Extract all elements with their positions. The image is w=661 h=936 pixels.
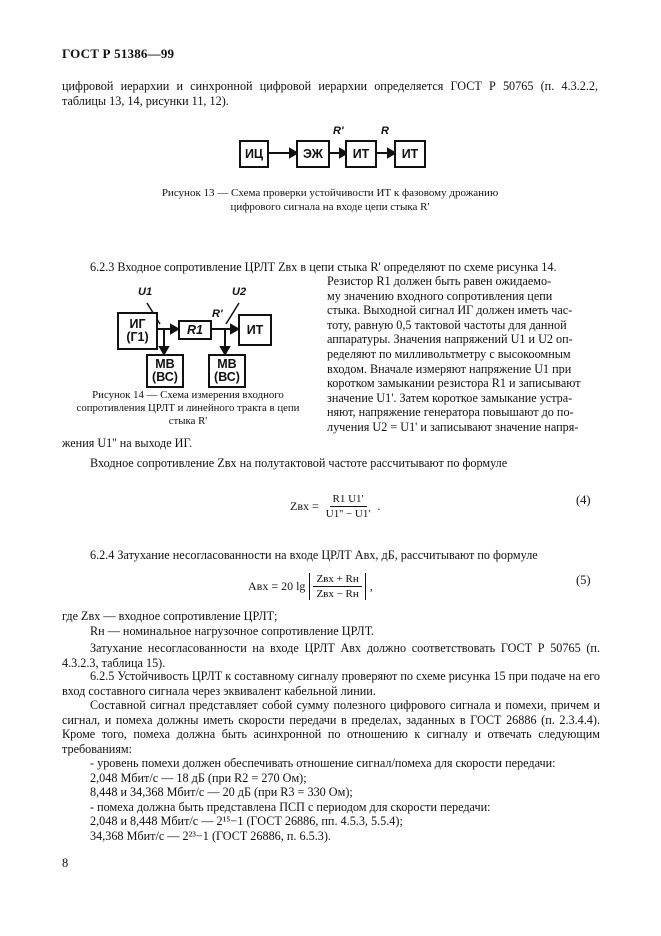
figure-14-caption: Рисунок 14 — Схема измерения входного сопротивления ЦРЛТ и линейного тракта в цепи стыка R' <box>76 389 300 427</box>
fig13-block-it1: ИТ <box>345 140 377 168</box>
eq5-denominator: Zвх − Rн <box>316 587 359 600</box>
section-6-2-3-intro: 6.2.3 Входное сопротивление ЦРЛТ Zвх в цепи стыка R' определяют по схеме рисунка 14. <box>90 260 557 274</box>
figure-13-caption-line1: Рисунок 13 — Схема проверки устойчивости ИТ к фазовому дрожанию <box>161 187 499 199</box>
fig13-label-r-prime: R' <box>333 125 344 137</box>
right-column-line: няют, напряжение генератора повышают до по- <box>327 405 574 420</box>
eq5-fraction <box>313 573 361 600</box>
eq4-numerator: R1 U1' <box>330 493 367 507</box>
right-column-line: входом. Вначале измеряют напряжение U1 при <box>327 361 572 376</box>
list-item: - помеха должна быть представлена ПСП с периодом для скорости передачи: <box>90 799 491 814</box>
fig14-block-it: ИТ <box>238 314 272 346</box>
attenuation-paragraph: Затухание несогласованности на входе ЦРЛТ Aвх должно соответствовать ГОСТ Р 50765 (п. 4.3.2.3, таблица 15). <box>62 641 600 670</box>
fig14-label-u1: U1 <box>138 286 153 298</box>
where-zin: где Zвх — входное сопротивление ЦРЛТ; <box>62 609 278 623</box>
eq4-fraction <box>323 493 374 520</box>
list-item: 8,448 и 34,368 Мбит/с — 20 дБ (при R3 = 330 Ом); <box>90 785 353 800</box>
list-item: 2,048 и 8,448 Мбит/с — 2¹⁵−1 (ГОСТ 26886, пп. 4.5.3, 5.5.4); <box>90 814 403 829</box>
right-column-line: аппаратуры. Значения напряжений U1 и U2 оп- <box>327 332 573 347</box>
eq4-lhs: Zвх = <box>290 498 319 513</box>
fig14-label-u2: U2 <box>232 286 247 298</box>
intro-paragraph: цифровой иерархии и синхронной цифровой иерархии определяется ГОСТ Р 50765 (п. 4.3.2.2, таблицы 13, 14, рисунки 11, 12). <box>62 79 598 108</box>
fig14-block-mv1: МВ (ВС) <box>146 354 184 388</box>
equation-4-number: (4) <box>576 493 591 507</box>
eq5-tail: , <box>369 578 373 593</box>
list-item: 34,368 Мбит/с — 2²³−1 (ГОСТ 26886, п. 6.5.3). <box>90 828 331 843</box>
right-column-line: значение U1'. Затем короткое замыкание устра- <box>327 390 573 405</box>
right-column-line: стыка. Выходной сигнал ИГ должен иметь час- <box>327 303 573 318</box>
equation-5-number: (5) <box>576 573 591 587</box>
right-column-line: коротком замыкании резистора R1 и записывают <box>327 376 581 391</box>
fig14-label-r-prime: R' <box>212 308 223 320</box>
fig14-block-generator: ИГ (Г1) <box>117 312 158 350</box>
figure-13-caption-line2: цифрового сигнала на входе цепи стыка R' <box>230 201 430 213</box>
requirements-list <box>90 756 600 844</box>
fig13-block-ezh: ЭЖ <box>296 140 330 168</box>
equation-4 <box>290 486 380 526</box>
right-column-line: му значению входного сопротивления цепи <box>327 288 553 303</box>
eq5-abs-bars <box>309 573 365 600</box>
fig13-label-r: R <box>381 125 389 137</box>
document-header: ГОСТ Р 51386—99 <box>62 46 175 61</box>
section-6-2-4: 6.2.4 Затухание несогласованности на входе ЦРЛТ Aвх, дБ, рассчитывают по формуле <box>90 548 538 562</box>
page-number: 8 <box>62 856 69 870</box>
zin-intro: Входное сопротивление Zвх на полутактовой частоте рассчитывают по формуле <box>90 456 508 470</box>
right-column-line: Резистор R1 должен быть равен ожидаемо- <box>327 274 552 288</box>
fig13-block-it2: ИТ <box>394 140 426 168</box>
equation-5 <box>248 566 373 606</box>
right-column-line: лучения U2 = U1' и записывают значение напря- <box>327 419 579 434</box>
eq4-tail: . <box>377 498 381 513</box>
section-6-2-5: 6.2.5 Устойчивость ЦРЛТ к составному сигналу проверяют по схеме рисунка 15 при подаче на его вход составного сигнала через эквивалент кабельной линии. <box>62 669 600 698</box>
fig14-resistor-r1: R1 <box>178 320 212 340</box>
eq5-lhs: Aвх = 20 lg <box>248 578 306 593</box>
right-column-line: ределяют по милливольтметру с высокоомным <box>327 346 571 361</box>
list-item: - уровень помехи должен обеспечивать отношение сигнал/помеха для скорости передачи: <box>90 756 556 770</box>
fig14-block-mv2: МВ (ВС) <box>208 354 246 388</box>
right-column-text <box>327 274 600 435</box>
continuation-line: жения U1'' на выходе ИГ. <box>62 436 193 450</box>
eq4-denominator: U1'' − U1' <box>325 507 371 520</box>
eq5-numerator: Zвх + Rн <box>313 573 361 587</box>
list-item: 2,048 Мбит/с — 18 дБ (при R2 = 270 Ом); <box>90 770 307 785</box>
fig13-block-ic: ИЦ <box>239 140 269 168</box>
composite-signal-paragraph: Составной сигнал представляет собой сумму полезного цифрового сигнала и помехи, причем и сигнал, и помеха должны иметь скорости передачи в пределах, заданных в ГОСТ 26886 (п. 2.3.4.4). Кроме того, помеха должна быть асинхронной по отношению к сигналу и отвечать следующим требованиям: <box>62 698 600 756</box>
right-column-line: тоту, равную 0,5 тактовой частоты для данной <box>327 317 567 332</box>
where-rn: Rн — номинальное нагрузочное сопротивление ЦРЛТ. <box>90 624 374 638</box>
